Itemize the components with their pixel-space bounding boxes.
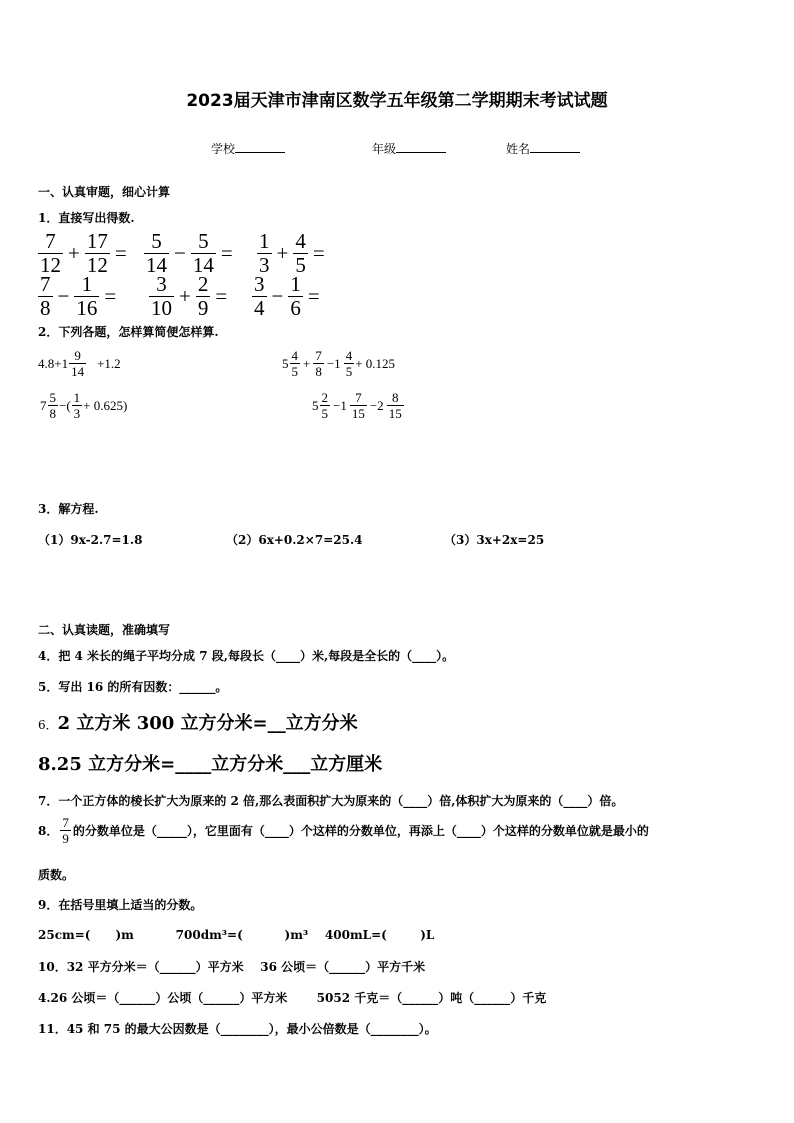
question-8: 8． $\frac{7}{9}$ 的分数单位是（_____），它里面有（____）个这样的分数单位，再添上（____）个这样的分数单位就是最小的 <box>38 815 649 846</box>
fraction: $\frac{8}{15}$ <box>388 390 402 421</box>
question-10-continued: 4.26 公顷＝（______）公顷（______）平方米 5052 千克＝（______）吨（______）千克 <box>38 991 547 1005</box>
fraction: $\frac{4}{5}$ <box>295 229 306 277</box>
question-6-continued: 8.25 立方分米=____立方分米___立方厘米 <box>38 754 383 775</box>
fraction: $\frac{9}{14}$ <box>71 348 85 379</box>
fraction: $\frac{7}{15}$ <box>351 390 365 421</box>
grade-blank <box>396 140 446 153</box>
fraction: $\frac{5}{8}$ <box>49 390 56 421</box>
fraction: $\frac{3}{4}$ <box>254 272 265 320</box>
fraction: $\frac{5}{14}$ <box>192 229 214 277</box>
section-2-heading: 二、认真读题，准确填写 <box>38 623 171 637</box>
name-label: 姓名 <box>506 142 531 156</box>
name-field <box>506 140 580 157</box>
question-1-label: 1．直接写出得数. <box>38 211 135 225</box>
q1-expr-1: $\frac{7}{12}$ + $\frac{17}{12}$ = <box>40 229 127 277</box>
question-9-line: 25cm=( )m 700dm³=( )m³ 400mL=( )L <box>38 928 435 942</box>
q1-expr-4: $\frac{7}{8}$ − $\frac{1}{16}$ = <box>40 272 117 320</box>
fraction: $\frac{1}{16}$ <box>76 272 98 320</box>
q1-expr-6: $\frac{3}{4}$ − $\frac{1}{6}$ = <box>254 272 320 320</box>
question-4: 4．把 4 米长的绳子平均分成 7 段,每段长（____）米,每段是全长的（____）。 <box>38 649 455 663</box>
question-8-continued: 质数。 <box>38 868 75 882</box>
fraction: $\frac{5}{14}$ <box>146 229 167 277</box>
question-9: 9．在括号里填上适当的分数。 <box>38 898 203 912</box>
q3-equation-1: （1）9x-2.7=1.8 <box>38 533 143 547</box>
question-5: 5．写出 16 的所有因数：______。 <box>38 680 228 694</box>
q2-expr-4: 5 $\frac{2}{5}$ −1 $\frac{7}{15}$ −2 $\frac{8}{15}$ <box>312 390 402 421</box>
q3-equation-2: （2）6x+0.2×7=25.4 <box>226 533 363 547</box>
question-11: 11．45 和 75 的最大公因数是（________），最小公倍数是（________）。 <box>38 1022 437 1036</box>
fraction: $\frac{17}{12}$ <box>86 229 108 277</box>
question-6: 6．2 立方米 300 立方分米=__立方分米 <box>38 713 358 734</box>
question-2-label: 2．下列各题，怎样算简便怎样算. <box>38 325 219 339</box>
fraction: $\frac{4}{5}$ <box>291 348 298 379</box>
q1-expr-5: $\frac{3}{10}$ + $\frac{2}{9}$ = <box>151 272 228 320</box>
grade-label: 年级 <box>372 142 397 156</box>
page-title: 2023届天津市津南区数学五年级第二学期期末考试试题 <box>186 91 608 111</box>
name-blank <box>530 140 580 153</box>
fraction: $\frac{1}{3}$ <box>259 229 270 277</box>
question-10: 10．32 平方分米＝（______）平方米 36 公顷＝（______）平方千米 <box>38 960 426 974</box>
fraction: $\frac{7}{8}$ <box>40 272 51 320</box>
school-field <box>211 140 285 157</box>
q3-equation-3: （3）3x+2x=25 <box>444 533 545 547</box>
fraction: $\frac{1}{3}$ <box>73 390 81 421</box>
q2-expr-3: 7 $\frac{5}{8}$ −( $\frac{1}{3}$ + 0.625) <box>40 390 128 421</box>
q1-expr-3: $\frac{1}{3}$ + $\frac{4}{5}$ = <box>259 229 325 277</box>
fraction: $\frac{1}{6}$ <box>290 272 301 320</box>
school-blank <box>235 140 285 153</box>
q2-expr-1: 4.8+1 $\frac{9}{14}$ +1.2 <box>38 348 121 379</box>
question-7: 7．一个正方体的棱长扩大为原来的 2 倍,那么表面积扩大为原来的（____）倍,体积扩大为原来的（____）倍。 <box>38 794 624 808</box>
fraction: $\frac{2}{9}$ <box>197 272 209 320</box>
fraction: $\frac{4}{5}$ <box>345 348 353 379</box>
q1-expr-2: $\frac{5}{14}$ − $\frac{5}{14}$ = <box>146 229 233 277</box>
school-label: 学校 <box>211 142 236 156</box>
fraction: $\frac{2}{5}$ <box>321 390 328 421</box>
fraction: $\frac{3}{10}$ <box>151 272 172 320</box>
fraction: $\frac{7}{8}$ <box>315 348 322 379</box>
section-1-heading: 一、认真审题，细心计算 <box>38 185 171 199</box>
question-3-label: 3．解方程. <box>38 502 99 516</box>
fraction: $\frac{7}{9}$ <box>62 815 69 846</box>
q2-expr-2: 5 $\frac{4}{5}$ + $\frac{7}{8}$ −1 $\frac{4}{5}$ + 0.125 <box>282 348 396 379</box>
grade-field <box>372 140 446 157</box>
fraction: $\frac{7}{12}$ <box>40 229 61 277</box>
